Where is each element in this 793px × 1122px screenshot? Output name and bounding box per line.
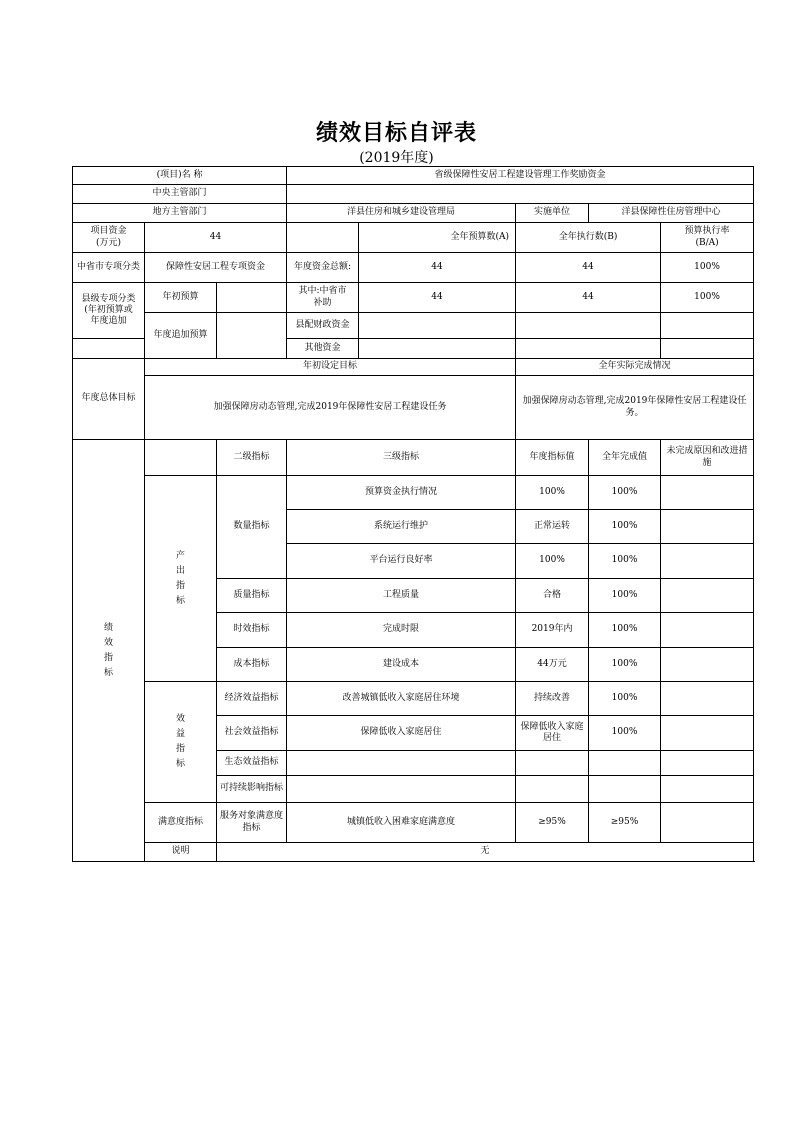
local-dept-value: 洋县住房和城乡建设管理局 [287, 204, 516, 223]
annual-value-cell [516, 751, 589, 776]
project-funds-value: 44 [145, 223, 287, 253]
reason-cell [661, 803, 754, 843]
level2-cell: 生态效益指标 [217, 751, 287, 776]
output-indicators-label [145, 476, 217, 682]
target-header: 年初设定目标 [145, 359, 516, 376]
complete-value-cell [589, 751, 661, 776]
annual-value-cell: ≥95% [516, 803, 589, 843]
effect-indicators-label-text: 效益指标 [175, 714, 185, 769]
annual-value-cell: 持续改善 [516, 682, 589, 716]
annual-total-label: 年度资金总额: [287, 253, 359, 283]
project-name-label: (项目)名 称 [73, 167, 287, 185]
indicator-header-blank [145, 440, 217, 476]
annual-total-exec: 44 [516, 253, 661, 283]
level2-cell: 服务对象满意度指标 [217, 803, 287, 843]
col-complete-header: 全年完成值 [589, 440, 661, 476]
effect-indicators-label [145, 682, 217, 803]
actual-header: 全年实际完成情况 [516, 359, 754, 376]
page-subtitle: (2019年度) [359, 150, 434, 166]
complete-value-cell: 100% [589, 510, 661, 544]
output-indicators-label-text: 产出指标 [175, 550, 185, 606]
county-matching-exec [516, 313, 661, 339]
other-funds-rate [661, 339, 754, 359]
impl-unit-value: 洋县保障性住房管理中心 [589, 204, 754, 223]
col-annual-header: 年度指标值 [516, 440, 589, 476]
level2-cell: 数量指标 [217, 476, 287, 579]
reason-cell [661, 579, 754, 613]
province-category-value: 保障性安居工程专项资金 [145, 253, 287, 283]
annual-value-cell: 正常运转 [516, 510, 589, 544]
project-name-value: 省级保障性安居工程建设管理工作奖励资金 [287, 167, 754, 185]
level2-cell: 社会效益指标 [217, 716, 287, 751]
evaluation-table [72, 166, 754, 862]
complete-value-cell: 100% [589, 682, 661, 716]
reason-cell [661, 716, 754, 751]
overall-target-label: 年度总体目标 [73, 359, 145, 440]
complete-value-cell: 100% [589, 648, 661, 682]
annual-value-cell [516, 776, 589, 803]
annual-value-cell: 100% [516, 476, 589, 510]
complete-value-cell: ≥95% [589, 803, 661, 843]
performance-indicators-label [73, 440, 145, 862]
level3-cell: 预算资金执行情况 [287, 476, 516, 510]
exec-rate-label: 预算执行率 (B/A) [661, 223, 754, 253]
reason-cell [661, 648, 754, 682]
county-category-label: 县级专项分类 (年初预算或 年度追加 [73, 283, 145, 339]
note-label: 说明 [145, 843, 217, 862]
subsidy-exec: 44 [516, 283, 661, 313]
reason-cell [661, 751, 754, 776]
actual-text: 加强保障房动态管理,完成2019年保障性安居工程建设任务。 [516, 376, 754, 440]
complete-value-cell [589, 776, 661, 803]
complete-value-cell: 100% [589, 579, 661, 613]
additional-budget-value [217, 313, 287, 359]
col-reason-header: 未完成原因和改进措施 [661, 440, 754, 476]
annual-total-rate: 100% [661, 253, 754, 283]
annual-budget-label: 全年预算数(A) [359, 223, 516, 253]
county-matching-rate [661, 313, 754, 339]
level2-cell: 可持续影响指标 [217, 776, 287, 803]
county-matching-label: 县配财政资金 [287, 313, 359, 339]
initial-budget-label: 年初预算 [145, 283, 217, 313]
complete-value-cell: 100% [589, 544, 661, 579]
other-funds-label: 其他资金 [287, 339, 359, 359]
reason-cell [661, 682, 754, 716]
reason-cell [661, 544, 754, 579]
level3-cell: 完成时限 [287, 613, 516, 648]
annual-total-budget: 44 [359, 253, 516, 283]
level2-cell: 成本指标 [217, 648, 287, 682]
annual-value-cell: 保障低收入家庭居住 [516, 716, 589, 751]
reason-cell [661, 613, 754, 648]
annual-value-cell: 2019年内 [516, 613, 589, 648]
project-funds-label: 项目资金 (万元) [73, 223, 145, 253]
level3-cell: 保障低收入家庭居住 [287, 716, 516, 751]
blank-cell [287, 223, 359, 253]
complete-value-cell: 100% [589, 476, 661, 510]
level3-cell: 城镇低收入困难家庭满意度 [287, 803, 516, 843]
level2-cell: 质量指标 [217, 579, 287, 613]
performance-indicators-label-text: 绩效指标 [103, 622, 113, 678]
reason-cell [661, 510, 754, 544]
level3-cell: 系统运行维护 [287, 510, 516, 544]
target-text: 加强保障房动态管理,完成2019年保障性安居工程建设任务 [145, 376, 516, 440]
col-level3-header: 三级指标 [287, 440, 516, 476]
complete-value-cell: 100% [589, 716, 661, 751]
subsidy-label: 其中:中省市 补助 [287, 283, 359, 313]
annual-value-cell: 100% [516, 544, 589, 579]
initial-budget-value [217, 283, 287, 313]
annual-value-cell: 44万元 [516, 648, 589, 682]
province-category-label: 中省市专项分类 [73, 253, 145, 283]
level2-cell: 时效指标 [217, 613, 287, 648]
col-level2-header: 二级指标 [217, 440, 287, 476]
level3-cell: 平台运行良好率 [287, 544, 516, 579]
subsidy-rate: 100% [661, 283, 754, 313]
annual-value-cell: 合格 [516, 579, 589, 613]
reason-cell [661, 776, 754, 803]
note-value: 无 [217, 843, 754, 862]
central-dept-label: 中央主管部门 [73, 185, 287, 204]
county-matching-budget [359, 313, 516, 339]
additional-budget-label: 年度追加预算 [145, 313, 217, 359]
impl-unit-label: 实施单位 [516, 204, 589, 223]
local-dept-label: 地方主管部门 [73, 204, 287, 223]
county-category-blank [73, 339, 145, 359]
subsidy-budget: 44 [359, 283, 516, 313]
level2-cell: 经济效益指标 [217, 682, 287, 716]
reason-cell [661, 476, 754, 510]
central-dept-value [287, 185, 754, 204]
level3-cell: 建设成本 [287, 648, 516, 682]
complete-value-cell: 100% [589, 613, 661, 648]
level3-cell: 改善城镇低收入家庭居住环境 [287, 682, 516, 716]
level3-cell [287, 751, 516, 776]
other-funds-exec [516, 339, 661, 359]
level3-cell [287, 776, 516, 803]
other-funds-budget [359, 339, 516, 359]
level3-cell: 工程质量 [287, 579, 516, 613]
satisfaction-indicators-label: 满意度指标 [145, 803, 217, 843]
page-title: 绩效目标自评表 [315, 121, 477, 146]
annual-exec-label: 全年执行数(B) [516, 223, 661, 253]
